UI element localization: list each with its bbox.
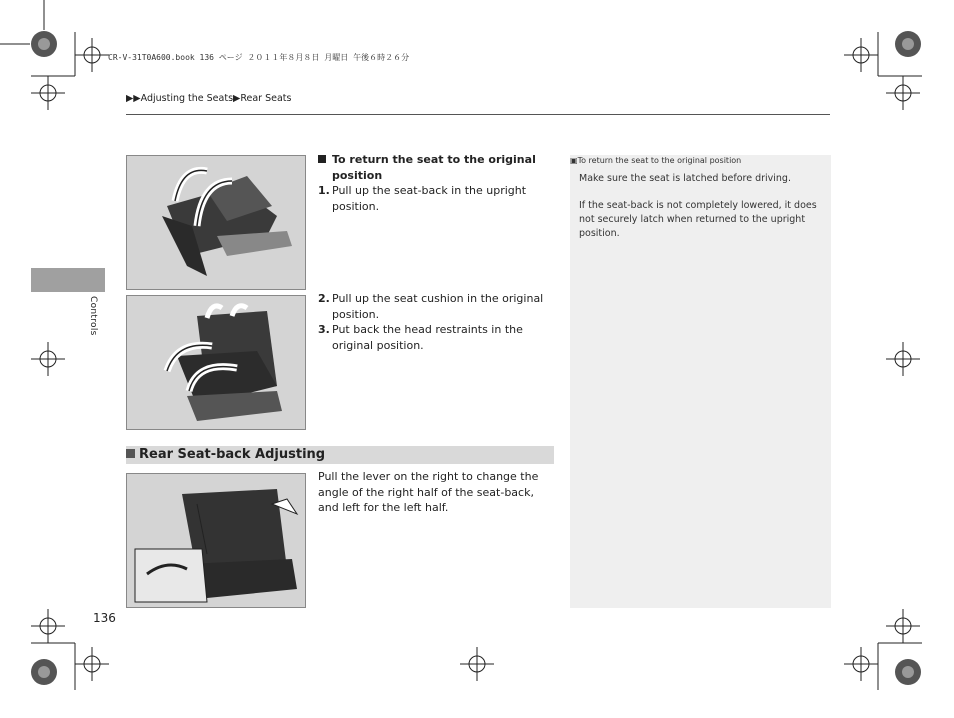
breadcrumb-item[interactable]: Adjusting the Seats xyxy=(140,93,234,104)
reference-icon: ▣ xyxy=(570,156,578,165)
note-paragraph: If the seat-back is not completely lowered, it does not securely latch when returned to the upright position. xyxy=(579,200,817,239)
print-meta-line: CR-V-31T0A600.book 136 ページ ２０１１年８月８日 月曜日 午後６時２６分 xyxy=(108,53,410,62)
square-bullet-icon xyxy=(126,449,135,458)
seat-back-upright-illustration xyxy=(126,155,306,290)
breadcrumb-arrow-icon: ▶ xyxy=(233,93,241,104)
section-steps-continued xyxy=(318,291,554,353)
seat-back-lever-illustration xyxy=(126,473,306,608)
seat-cushion-restore-illustration xyxy=(126,295,306,430)
breadcrumb xyxy=(126,93,291,104)
note-title: ▣To return the seat to the original position xyxy=(570,156,742,165)
header-divider xyxy=(126,114,830,115)
page-number: 136 xyxy=(93,611,116,625)
section-heading: Rear Seat-back Adjusting xyxy=(126,446,325,464)
section-body: Pull the lever on the right to change the angle of the right half of the seat-back, and left for the left half. xyxy=(318,470,539,514)
subheading: To return the seat to the original position xyxy=(318,152,554,183)
step-item: 2. Pull up the seat cushion in the original position. xyxy=(318,292,544,321)
section-tab xyxy=(31,268,105,292)
section-tab-label: Controls xyxy=(88,296,98,336)
breadcrumb-arrow-icon: ▶▶ xyxy=(126,93,141,104)
step-item: 1. Pull up the seat-back in the upright position. xyxy=(318,184,527,213)
section-steps xyxy=(318,152,554,214)
note-paragraph: Make sure the seat is latched before driving. xyxy=(579,173,791,184)
breadcrumb-item[interactable]: Rear Seats xyxy=(240,93,292,104)
square-bullet-icon xyxy=(318,152,330,168)
step-item: 3. Put back the head restraints in the original position. xyxy=(318,323,523,352)
